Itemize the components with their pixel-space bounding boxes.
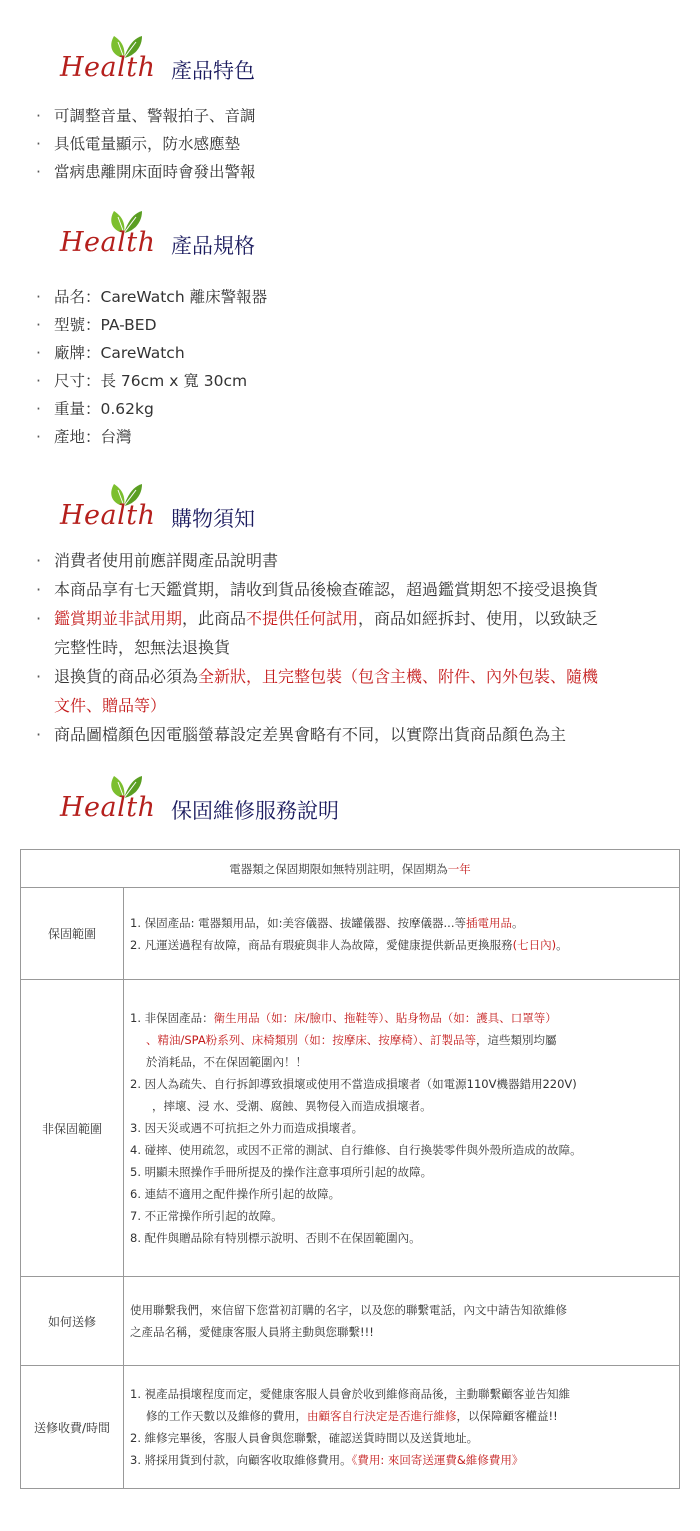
health-wordmark: Health [60, 792, 156, 823]
table-row [21, 888, 680, 980]
section-title-notice: 購物須知 [171, 507, 255, 531]
list-item: · 重量：0.62kg [36, 400, 154, 418]
list-item: · 本商品享有七天鑑賞期，請收到貨品後檢查確認，超過鑑賞期恕不接受退換貨 [36, 580, 599, 599]
specs-list [36, 283, 676, 451]
list-item: · 廠牌：CareWatch [36, 344, 185, 362]
list-item: · 可調整音量、警報拍子、音調 [36, 107, 256, 125]
health-logo [60, 205, 170, 265]
list-item: · 具低電量顯示，防水感應墊 [36, 135, 241, 153]
list-item: · 商品圖檔顏色因電腦螢幕設定差異會略有不同，以實際出貨商品顏色為主 [36, 725, 567, 744]
health-logo [60, 30, 170, 90]
list-item: · 消費者使用前應詳閱產品說明書 [36, 551, 279, 570]
scope-cell: 1. 保固產品: 電器類用品，如:美容儀器、拔罐儀器、按摩儀器...等插電用品。 2. 凡運送過程有故障，商品有瑕疵與非人為故障，愛健康提供新品更換服務(七日內)。 [124, 888, 680, 980]
section-title-warranty: 保固維修服務說明 [171, 799, 339, 823]
send-cell: 使用聯繫我們，來信留下您當初訂購的名字，以及您的聯繫電話，內文中請告知欲維修 之產品名稱，愛健康客服人員將主動與您聯繫!!! [124, 1277, 680, 1366]
section-title-features: 產品特色 [171, 59, 255, 83]
health-wordmark: Health [60, 500, 156, 531]
table-row [21, 850, 680, 888]
nonscope-cell: 1. 非保固產品：衛生用品（如：床/臉巾、拖鞋等）、貼身物品（如：護具、口罩等） 、精油/SPA粉系列、床椅類別（如：按摩床、按摩椅）、訂製品等，這些類別均屬 於消耗品，不在保固範圍內！！ 2. 因人為疏失、自行拆卸導致損壞或使用不當造成損壞者（如電源110V機器錯用220V) ，摔壞、浸 水、受潮、腐蝕、異物侵入而造成損壞者。 3. 因天災或遇不可抗拒之外力而造成損壞者。 4. 碰摔、使用疏忽，或因不正常的測試、自行維修、自行換裝零件與外殼所造成的故障。 5. 明顯未照操作手冊所提及的操作注意事項所引起的故障。 6. 連結不適用之配件操作所引起的故障。 7. 不正常操作所引起的故障。 8. 配件與贈品除有特別標示說明、否則不在保固範圍內。 [124, 980, 680, 1277]
health-logo [60, 478, 170, 538]
section-title-specs: 產品規格 [171, 234, 255, 258]
health-wordmark: Health [60, 227, 156, 258]
warranty-period-cell: 電器類之保固期限如無特別註明，保固期為一年 [21, 850, 680, 888]
health-wordmark: Health [60, 52, 156, 83]
row-label: 如何送修 [21, 1277, 124, 1366]
list-item: · 尺寸：長 76cm x 寬 30cm [36, 372, 248, 390]
features-header [60, 30, 660, 90]
list-item: · 產地：台灣 [36, 428, 132, 446]
list-item: · 鑑賞期並非試用期，此商品不提供任何試用，商品如經拆封、使用，以致缺乏 完整性時，恕無法退換貨 [36, 609, 599, 657]
row-label: 保固範圍 [21, 888, 124, 980]
fee-cell: 1. 視產品損壞程度而定，愛健康客服人員會於收到維修商品後，主動聯繫顧客並告知維 修的工作天數以及維修的費用，由顧客自行決定是否進行維修，以保障顧客權益!! 2. 維修完畢後，客服人員會與您聯繫，確認送貨時間以及送貨地址。 3. 將採用貨到付款，向顧客收取維修費用。《費用: 來回寄送運費&維修費用》 [124, 1366, 680, 1489]
features-list [36, 102, 676, 186]
list-item: · 當病患離開床面時會發出警報 [36, 163, 256, 181]
table-row [21, 980, 680, 1277]
notice-list [36, 546, 676, 749]
specs-header [60, 205, 660, 265]
list-item: · 品名：CareWatch 離床警報器 [36, 288, 268, 306]
row-label: 非保固範圍 [21, 980, 124, 1277]
row-label: 送修收費/時間 [21, 1366, 124, 1489]
list-item: · 型號：PA-BED [36, 316, 157, 334]
health-logo [60, 770, 170, 830]
table-row [21, 1366, 680, 1489]
warranty-table [20, 849, 680, 1489]
table-row [21, 1277, 680, 1366]
list-item: · 退換貨的商品必須為全新狀，且完整包裝（包含主機、附件、內外包裝、隨機 文件、贈品等） [36, 667, 599, 715]
notice-header [60, 478, 660, 538]
warranty-header [60, 770, 660, 830]
